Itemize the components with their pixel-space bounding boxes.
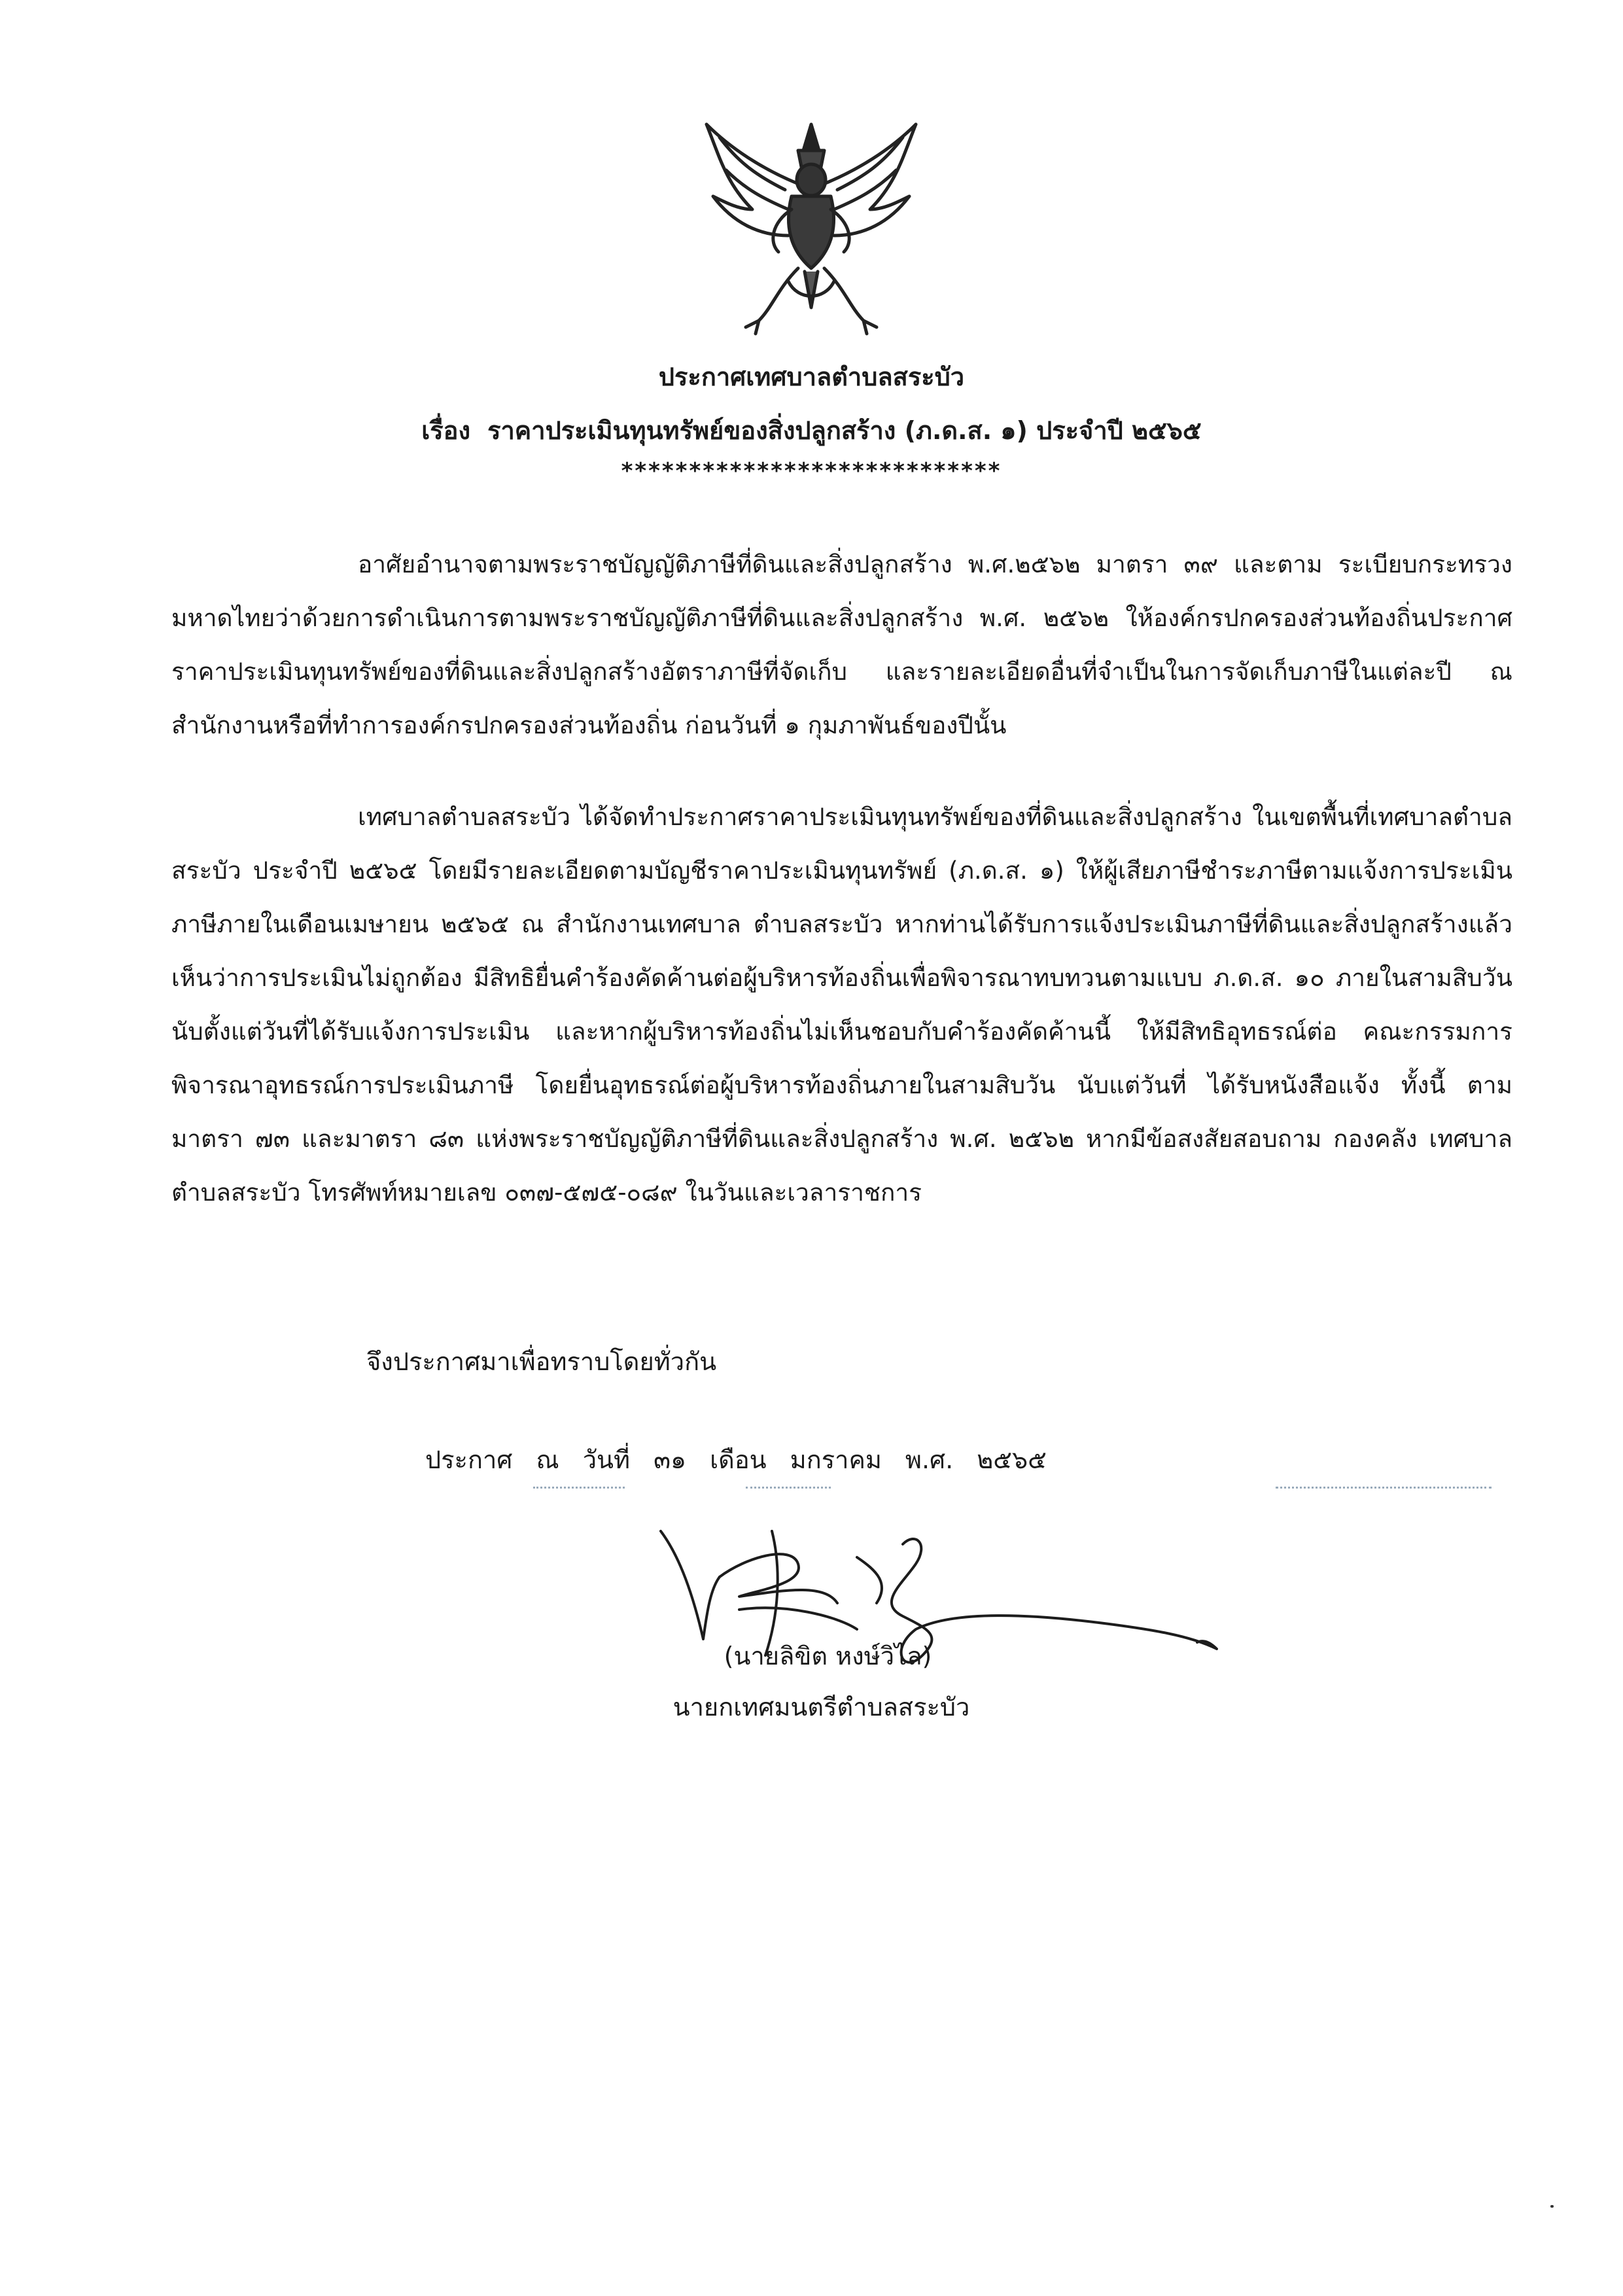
dotted-line: [1276, 1487, 1492, 1489]
dotted-line: [533, 1487, 625, 1489]
paragraph-2-text: เทศบาลตำบลสระบัว ได้จัดทำประกาศราคาประเมินทุนทรัพย์ของที่ดินและสิ่งปลูกสร้าง ในเขตพื้นที่เทศบาลตำบลสระบัว ประจำปี ๒๕๖๕ โดยมีรายละเอียดตามบัญชีราคาประเมินทุนทรัพย์ (ภ.ด.ส. ๑) ให้ผู้เสียภาษีชำระภาษีตามแจ้งการประเมินภาษีภายในเดือนเมษายน ๒๕๖๕ ณ สำนักงานเทศบาล ตำบลสระบัว หากท่านได้รับการแจ้งประเมินภาษีที่ดินและสิ่งปลูกสร้างแล้ว เห็นว่าการประเมินไม่ถูกต้อง มีสิทธิยื่นคำร้องคัดค้านต่อผู้บริหารท้องถิ่นเพื่อพิจารณาทบทวนตามแบบ ภ.ด.ส. ๑๐ ภายในสามสิบวัน นับตั้งแต่วันที่ได้รับแจ้งการประเมิน และหากผู้บริหารท้องถิ่นไม่เห็นชอบกับคำร้องคัดค้านนี้ ให้มีสิทธิอุทธรณ์ต่อ คณะกรรมการพิจารณาอุทธรณ์การประเมินภาษี โดยยื่นอุทธรณ์ต่อผู้บริหารท้องถิ่นภายในสามสิบวัน นับแต่วันที่ ได้รับหนังสือแจ้ง ทั้งนี้ ตามมาตรา ๗๓ และมาตรา ๘๓ แห่งพระราชบัญญัติภาษีที่ดินและสิ่งปลูกสร้าง พ.ศ. ๒๕๖๒ หากมีข้อสงสัยสอบถาม กองคลัง เทศบาลตำบลสระบัว โทรศัพท์หมายเลข ๐๓๗-๕๗๕-๐๘๙ ในวันและเวลาราชการ: [171, 803, 1512, 1207]
subject-label: เรื่อง: [421, 416, 471, 445]
announcement-date: [425, 1439, 1070, 1479]
year-value: ๒๕๖๕: [977, 1445, 1047, 1474]
date-at: ณ: [536, 1445, 559, 1474]
date-label: ประกาศ: [425, 1445, 513, 1474]
signer-name: (นายลิขิต หงษ์วิไล): [724, 1642, 932, 1670]
paragraph-1-text: อาศัยอำนาจตามพระราชบัญญัติภาษีที่ดินและสิ่งปลูกสร้าง พ.ศ.๒๕๖๒ มาตรา ๓๙ และตาม ระเบียบกระทรวงมหาดไทยว่าด้วยการดำเนินการตามพระราชบัญญัติภาษีที่ดินและสิ่งปลูกสร้าง พ.ศ. ๒๕๖๒ ให้องค์กรปกครองส่วนท้องถิ่นประกาศราคาประเมินทุนทรัพย์ของที่ดินและสิ่งปลูกสร้างอัตราภาษีที่จัดเก็บ และรายละเอียดอื่นที่จำเป็นในการจัดเก็บภาษีในแต่ละปี ณ สำนักงานหรือที่ทำการองค์กรปกครองส่วนท้องถิ่น ก่อนวันที่ ๑ กุมภาพันธ์ของปีนั้น: [171, 550, 1512, 739]
month-label: เดือน: [710, 1445, 767, 1474]
title-divider: ****************************: [621, 458, 1002, 484]
document-issuer: ประกาศเทศบาลตำบลสระบัว: [658, 362, 965, 391]
closing-statement: จึงประกาศมาเพื่อทราบโดยทั่วกัน: [366, 1347, 717, 1376]
day-value: ๓๑: [654, 1445, 687, 1474]
garuda-emblem-icon: [680, 111, 942, 347]
body-paragraph-1: [171, 538, 1512, 752]
document-subject-line: [0, 410, 1623, 450]
day-label: วันที่: [582, 1445, 631, 1474]
scan-speck: [1550, 2205, 1554, 2208]
year-label: พ.ศ.: [905, 1445, 954, 1474]
signer-title: นายกเทศมนตรีตำบลสระบัว: [672, 1693, 970, 1722]
body-paragraph-2: [171, 790, 1512, 1220]
document-subject: ราคาประเมินทุนทรัพย์ของสิ่งปลูกสร้าง (ภ.ด.ส. ๑) ประจำปี ๒๕๖๕: [487, 416, 1202, 445]
dotted-line: [746, 1487, 831, 1489]
month-value: มกราคม: [790, 1445, 882, 1474]
